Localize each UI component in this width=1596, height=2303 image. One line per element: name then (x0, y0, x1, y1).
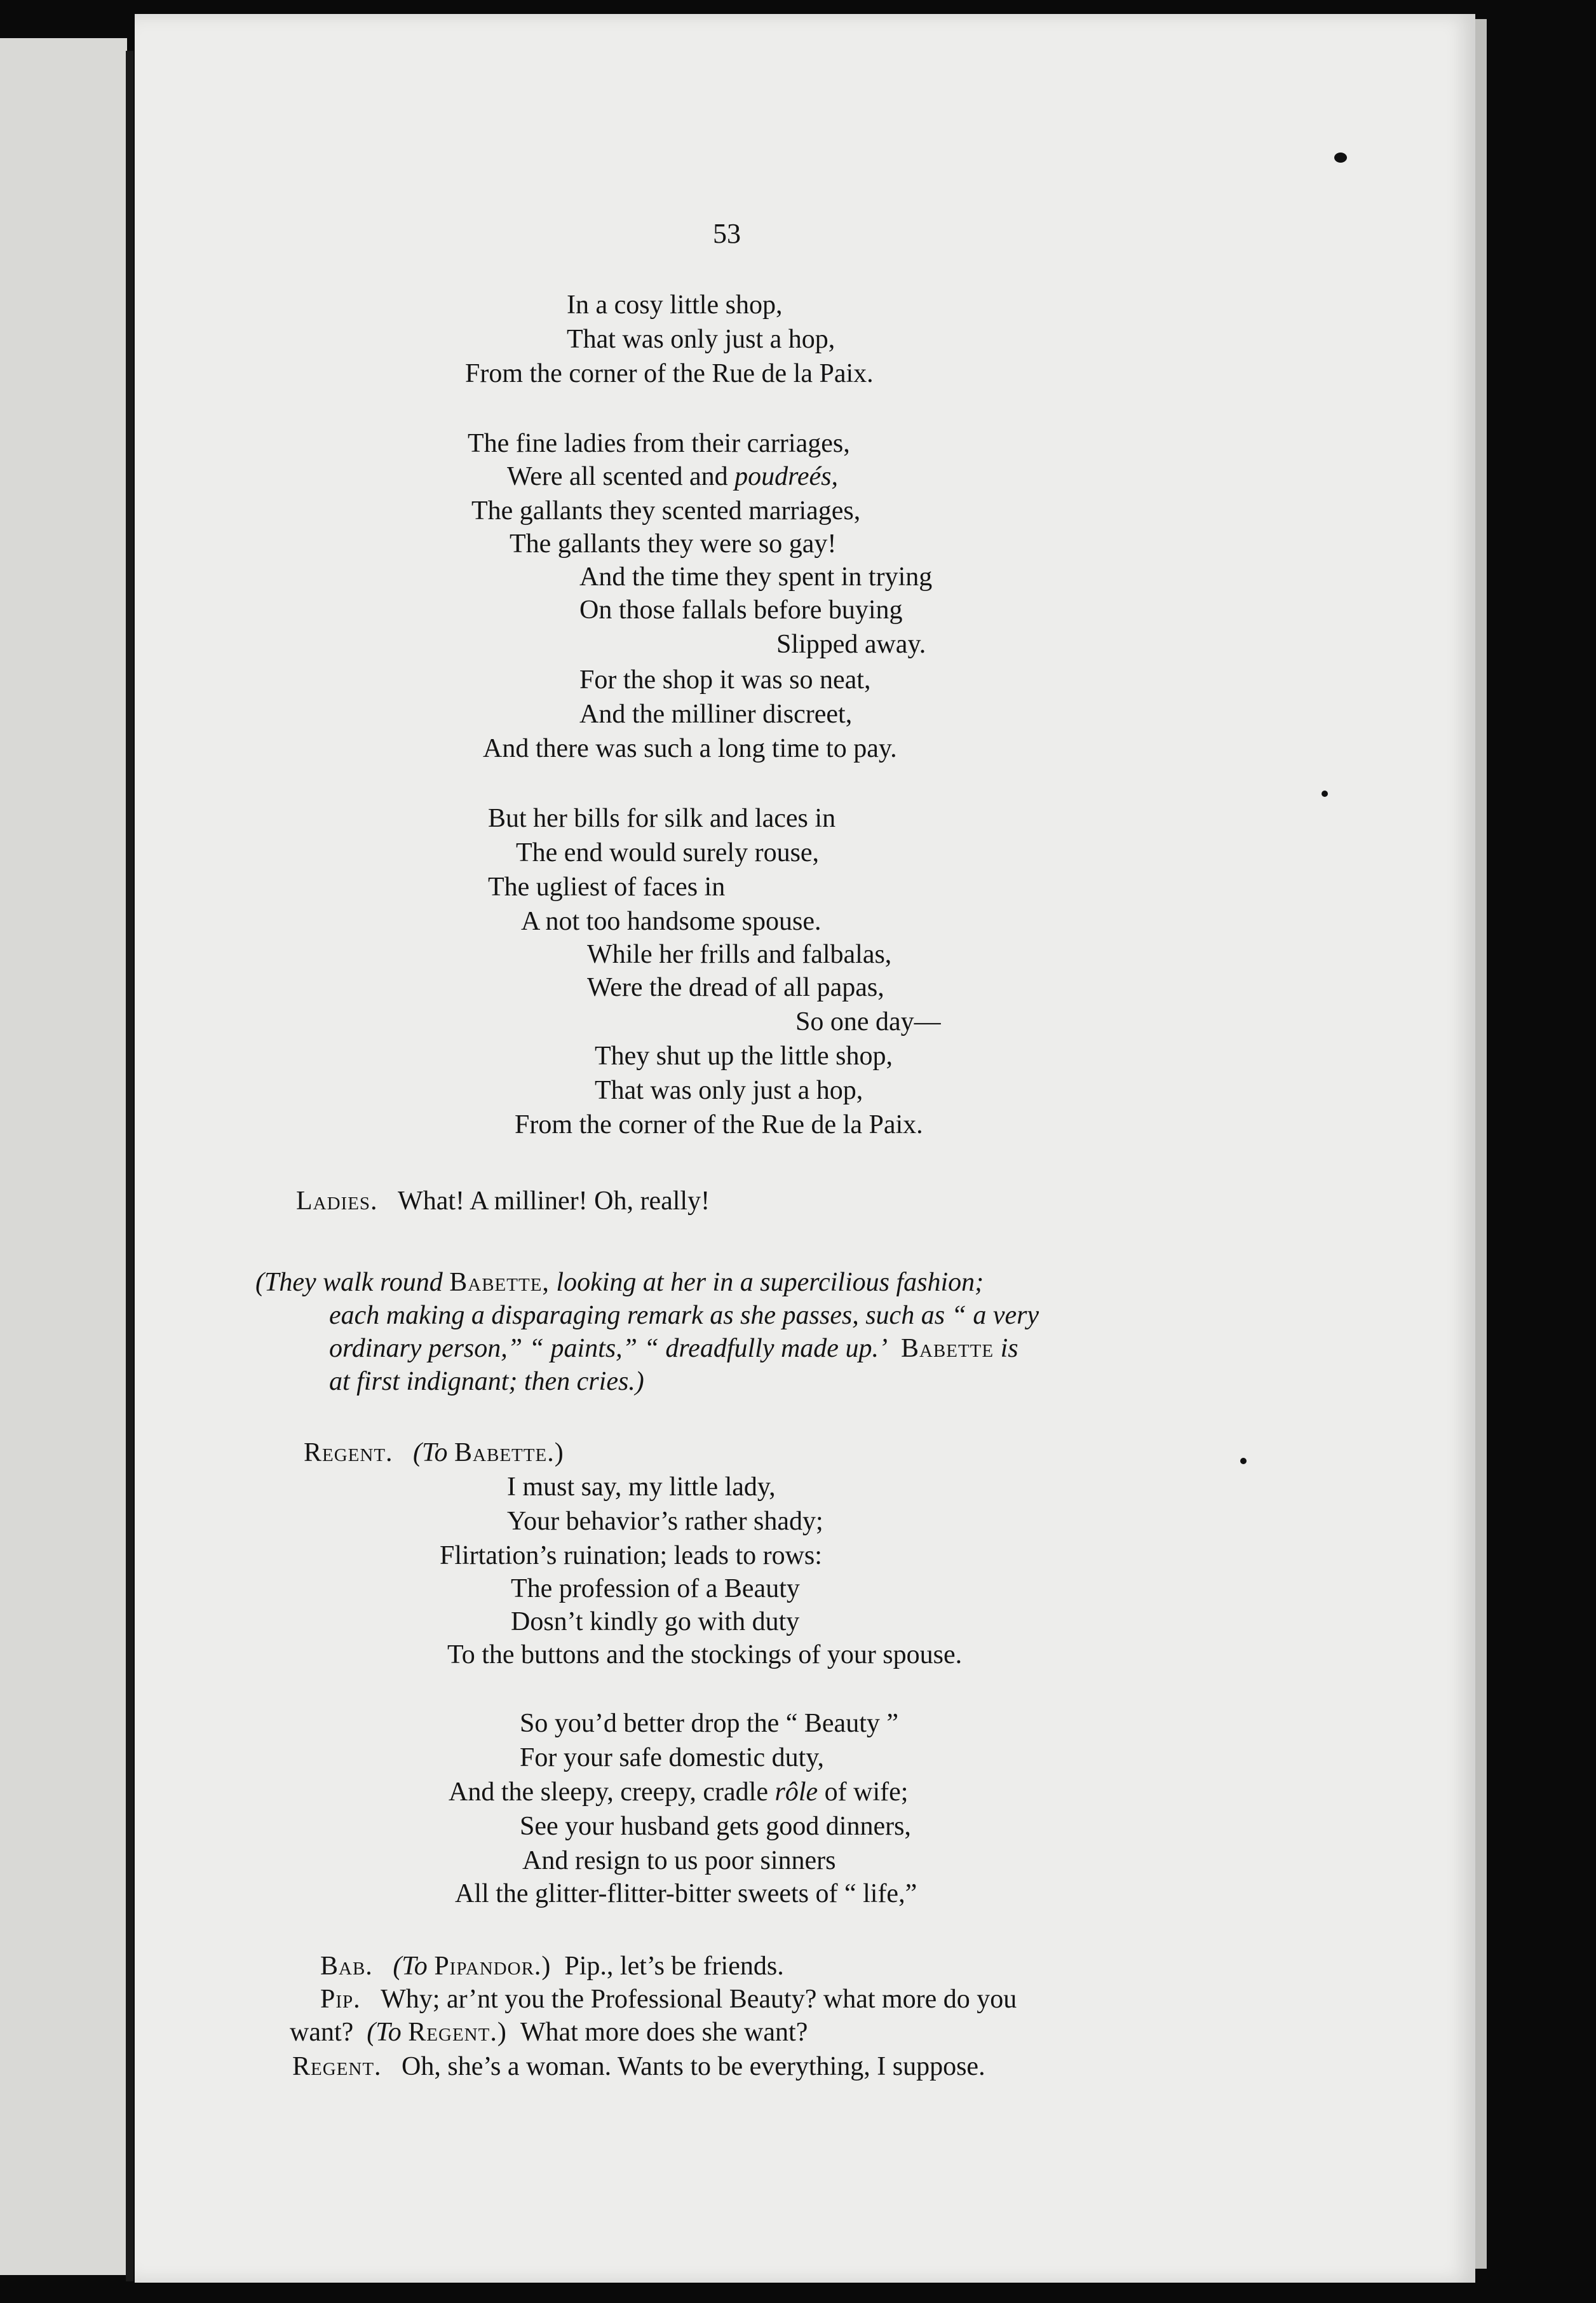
verse-line: But her bills for silk and laces in (488, 804, 836, 833)
verse-line: The ugliest of faces in (488, 873, 726, 902)
page-number: 53 (713, 218, 741, 249)
page-text (135, 14, 1475, 2283)
verse-line: The end would surely rouse, (516, 838, 820, 867)
dialogue-line: Pip. Why; ar’nt you the Professional Beauty? what more do you (320, 1985, 1017, 2014)
verse-line: And the sleepy, creepy, cradle rôle of wife; (449, 1777, 909, 1807)
book-gutter (126, 51, 133, 2281)
character-name: Pipandor.) (434, 1952, 551, 1981)
page-edge-shadow (1475, 19, 1487, 2269)
character-name: Regent.) (408, 2018, 507, 2047)
speaker-name: Regent. (292, 2052, 382, 2081)
dialogue-line: Regent. Oh, she’s a woman. Wants to be everything, I suppose. (292, 2052, 985, 2081)
speaker-name: Pip. (320, 1985, 361, 2014)
verse-line: So you’d better drop the “ Beauty ” (520, 1709, 898, 1738)
verse-line: The fine ladies from their carriages, (468, 429, 850, 458)
verse-line: All the glitter-flitter-bitter sweets of “ life,” (455, 1879, 917, 1908)
verse-line: That was only just a hop, (595, 1076, 863, 1105)
character-name: Babette, (449, 1268, 550, 1297)
verse-line: Were all scented and poudreés, (507, 462, 839, 491)
verse-line: For your safe domestic duty, (520, 1743, 825, 1772)
verse-line: On those fallals before buying (579, 595, 903, 625)
verse-line: And the milliner discreet, (579, 700, 853, 729)
speaker-name: Regent. (304, 1438, 393, 1467)
verse-line: The gallants they were so gay! (510, 529, 837, 559)
verse-line: A not too handsome spouse. (521, 907, 822, 936)
dialogue-line: Regent. (To Babette.) (304, 1438, 564, 1467)
verse-line: Slipped away. (776, 630, 926, 659)
dialogue-line: Bab. (To Pipandor.) Pip., let’s be friends. (320, 1952, 784, 1981)
verse-line: To the buttons and the stockings of your spouse. (447, 1640, 963, 1669)
verse-line: That was only just a hop, (567, 325, 835, 354)
dialogue-line: want? (To Regent.) What more does she want? (290, 2018, 808, 2047)
verse-line: While her frills and falbalas, (587, 940, 892, 969)
speaker-name: Ladies. (296, 1186, 378, 1216)
speaker-name: Bab. (320, 1952, 373, 1981)
stage-direction: at first indignant; then cries.) (329, 1367, 644, 1396)
verse-line: I must say, my little lady, (507, 1472, 776, 1502)
verse-line: The gallants they scented marriages, (471, 496, 861, 526)
italic-word: poudreés, (734, 462, 839, 491)
verse-line: So one day— (795, 1007, 941, 1036)
verse-line: Dosn’t kindly go with duty (511, 1607, 800, 1636)
verse-line: The profession of a Beauty (511, 1574, 800, 1603)
verse-line: And resign to us poor sinners (522, 1846, 836, 1875)
character-name: Babette.) (454, 1438, 564, 1467)
verse-line: Flirtation’s ruination; leads to rows: (440, 1541, 822, 1570)
italic-word: rôle (774, 1777, 818, 1807)
book-page (135, 14, 1475, 2283)
stage-direction: (They walk round Babette, looking at her in a supercilious fashion; (255, 1268, 984, 1297)
character-name: Babette (900, 1334, 994, 1363)
facing-page-edge (0, 38, 127, 2275)
verse-line: From the corner of the Rue de la Paix. (515, 1110, 923, 1139)
verse-line: And the time they spent in trying (579, 562, 933, 592)
verse-line: They shut up the little shop, (595, 1042, 893, 1071)
verse-line: In a cosy little shop, (567, 290, 783, 320)
verse-line: Your behavior’s rather shady; (507, 1507, 823, 1536)
verse-line: See your husband gets good dinners, (520, 1812, 911, 1841)
dialogue-line: Ladies. What! A milliner! Oh, really! (296, 1186, 710, 1216)
verse-line: And there was such a long time to pay. (483, 734, 897, 763)
verse-line: Were the dread of all papas, (587, 973, 884, 1002)
stage-direction: ordinary person,” “ paints,” “ dreadfully made up.’ Babette is (329, 1334, 1018, 1363)
verse-line: For the shop it was so neat, (579, 665, 871, 695)
verse-line: From the corner of the Rue de la Paix. (465, 359, 874, 388)
stage-direction: each making a disparaging remark as she passes, such as “ a very (329, 1301, 1039, 1330)
